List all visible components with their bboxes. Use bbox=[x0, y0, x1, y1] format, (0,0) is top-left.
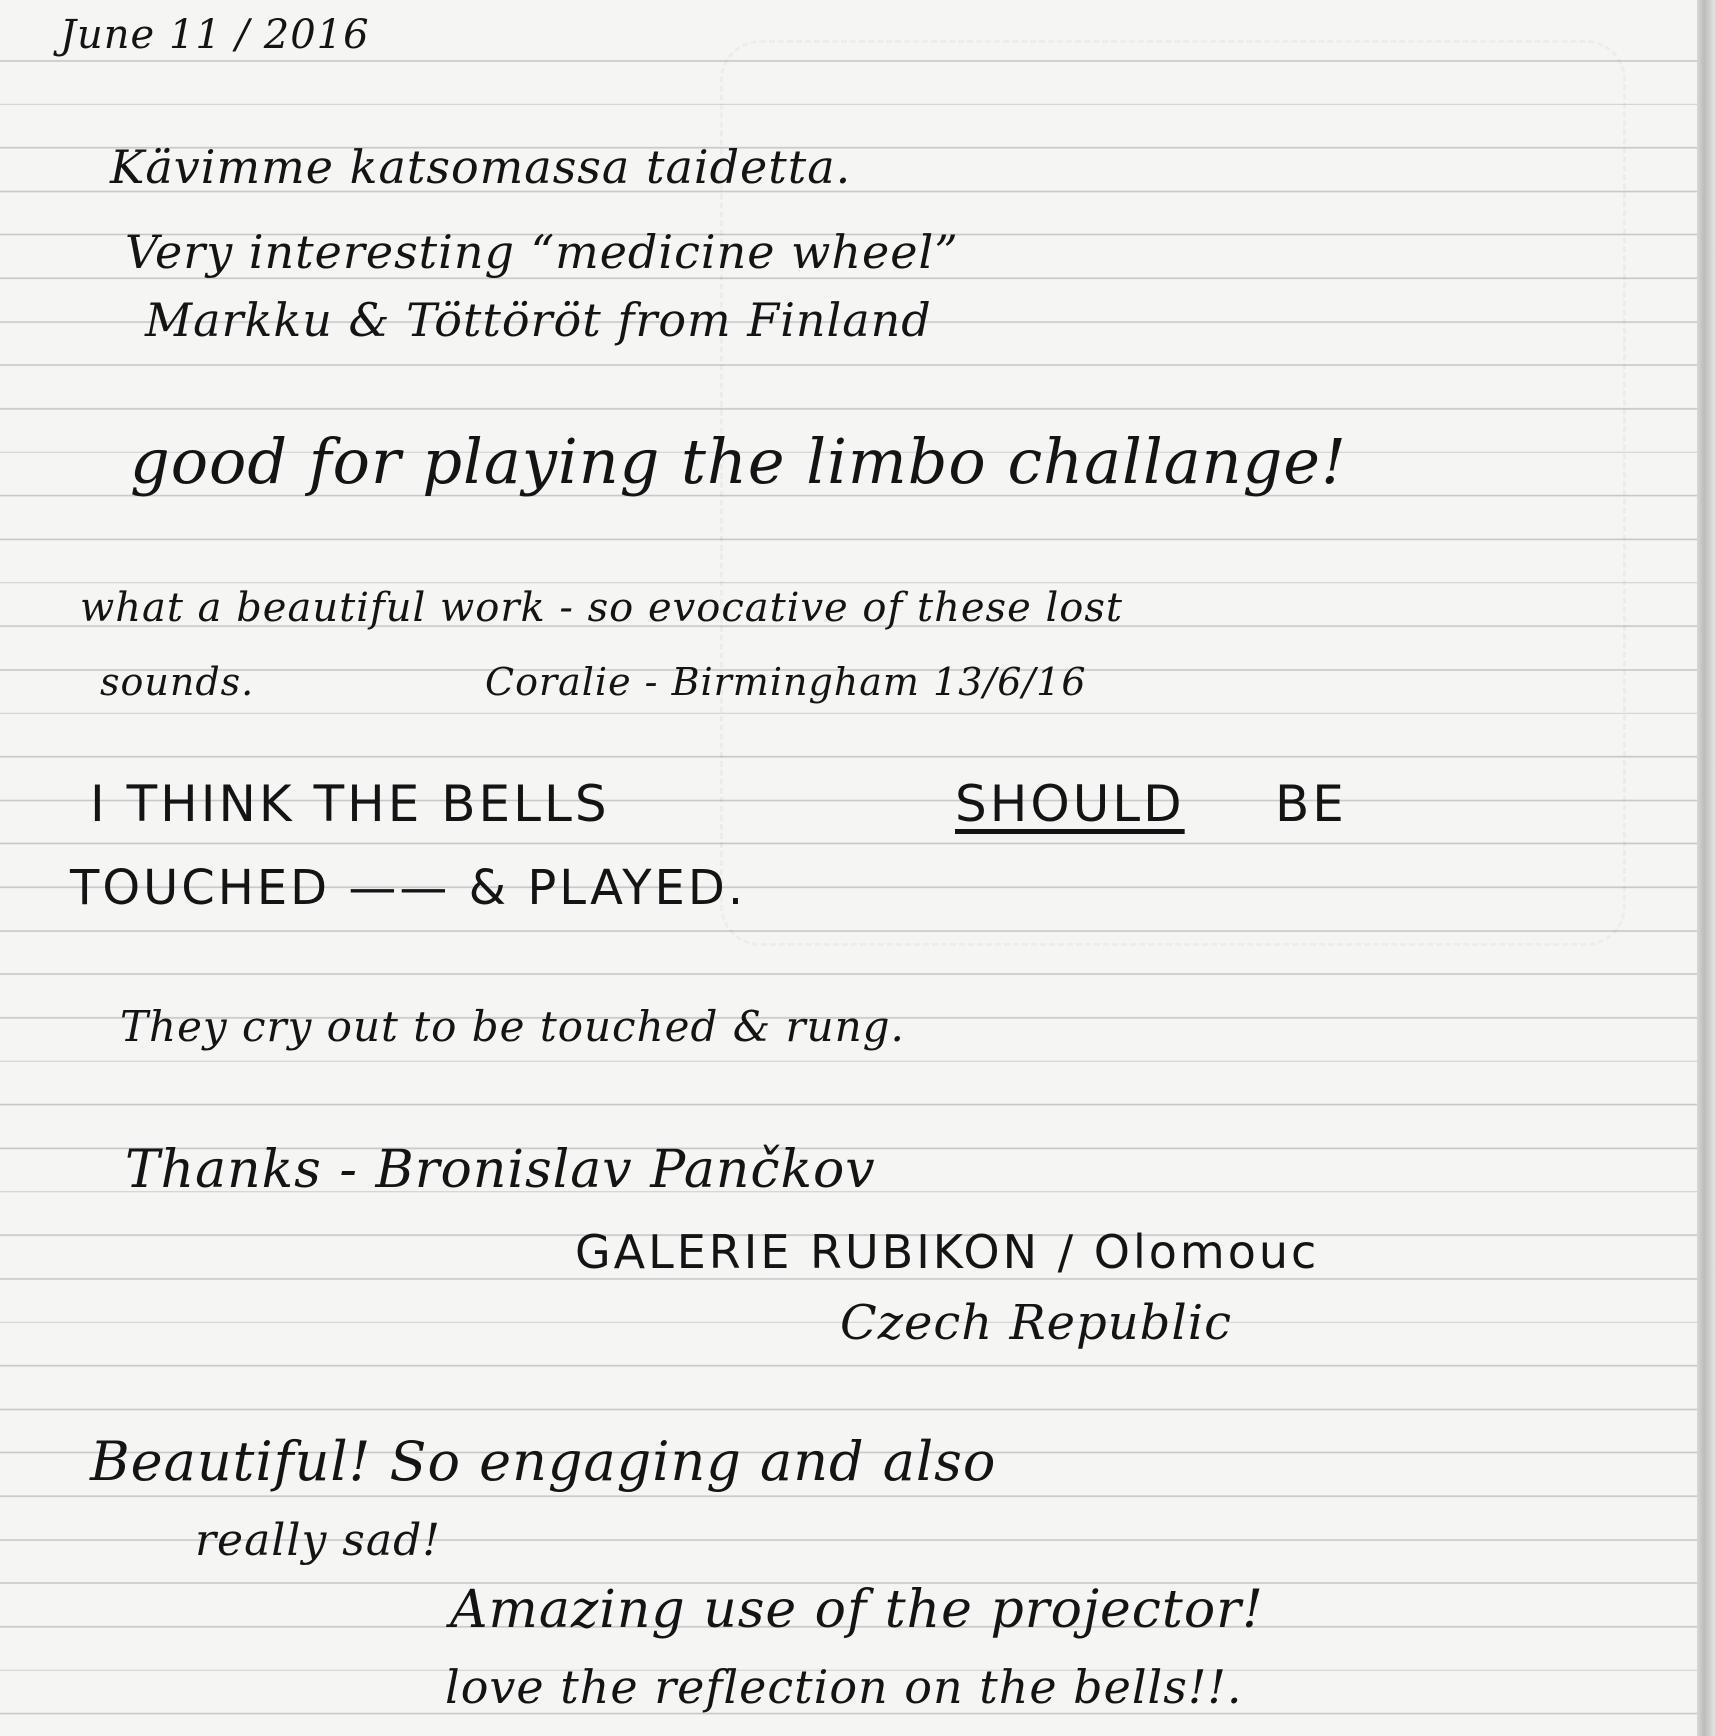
entry-coralie-line1: what a beautiful work - so evocative of these lost bbox=[80, 585, 1123, 631]
page-spine-edge bbox=[1697, 0, 1715, 1736]
entry-bells-line1-start: I THINK THE BELLS bbox=[90, 775, 610, 833]
entry-finnish-line2: Very interesting “medicine wheel” bbox=[125, 225, 959, 279]
entry-thanks-line1: Thanks - Bronislav Pančkov bbox=[125, 1140, 876, 1200]
entry-bells-should: SHOULD bbox=[955, 775, 1185, 833]
entry-thanks-line3: Czech Republic bbox=[840, 1295, 1232, 1351]
entry-bells-be: BE bbox=[1275, 775, 1347, 833]
entry-finnish-line3: Markku & Töttöröt from Finland bbox=[145, 293, 932, 347]
entry-coralie-signature: Coralie - Birmingham 13/6/16 bbox=[485, 660, 1087, 704]
entry-amazing-line1: Amazing use of the projector! bbox=[450, 1580, 1264, 1640]
entry-limbo: good for playing the limbo challange! bbox=[130, 425, 1347, 498]
entry-amazing-line2: love the reflection on the bells!!. bbox=[445, 1660, 1243, 1714]
entry-bells-line2: TOUCHED —— & PLAYED. bbox=[70, 860, 747, 916]
entry-date: June 11 / 2016 bbox=[60, 12, 370, 58]
entry-coralie-line2: sounds. bbox=[100, 660, 255, 704]
entry-cry-out: They cry out to be touched & rung. bbox=[120, 1002, 905, 1051]
entry-beautiful-line2: really sad! bbox=[195, 1515, 441, 1566]
entry-beautiful-line1: Beautiful! So engaging and also bbox=[90, 1430, 997, 1493]
entry-finnish-line1: Kävimme katsomassa taidetta. bbox=[110, 140, 852, 194]
entry-thanks-line2: GALERIE RUBIKON / Olomouc bbox=[575, 1225, 1320, 1279]
